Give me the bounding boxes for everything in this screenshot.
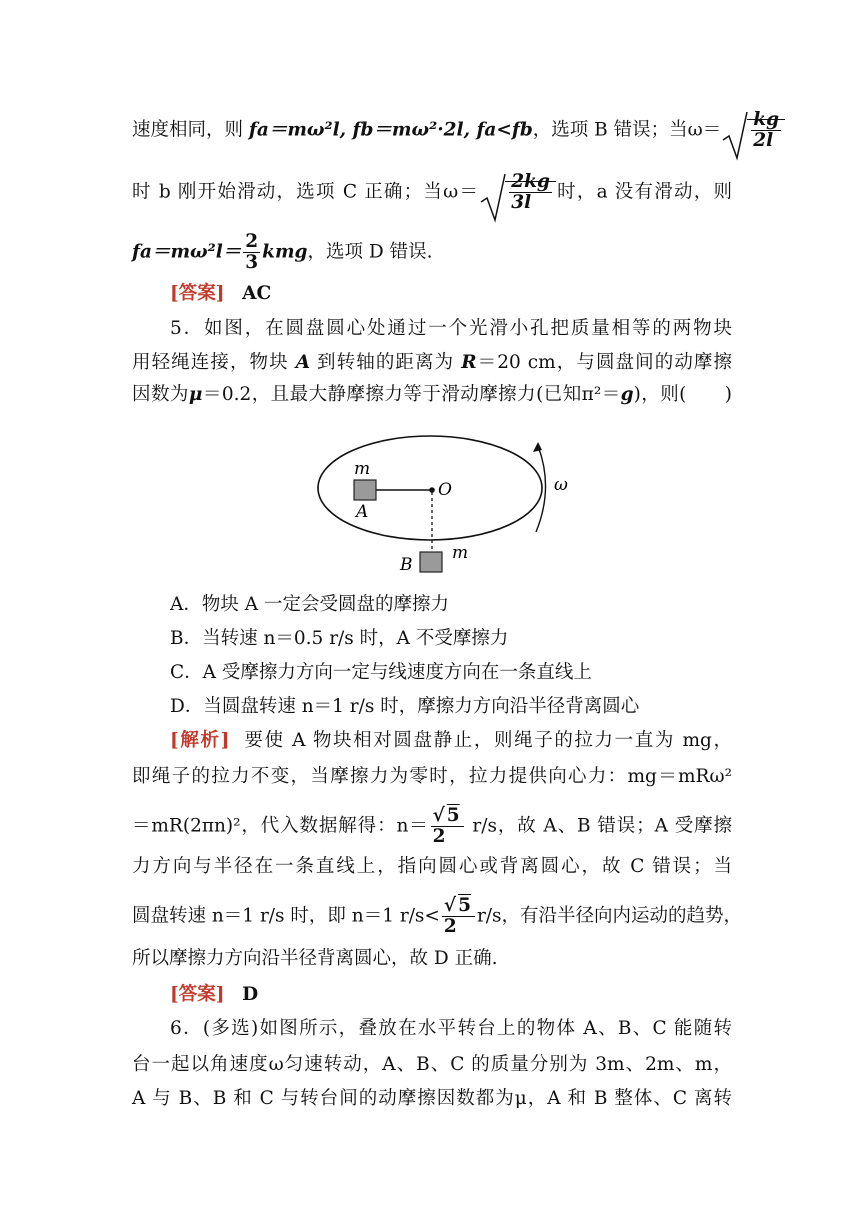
analysis-line: 力方向与半径在一条直线上，指向圆心或背离圆心，故 C 错误；当	[132, 856, 732, 877]
option-d: D．当圆盘转速 n＝1 r/s 时，摩擦力方向沿半径背离圆心	[170, 696, 640, 717]
text-span: ＝0.2，且最大静摩擦力等于滑动摩擦力(已知π²＝	[202, 384, 621, 405]
text-span: 用轻绳连接，物块	[132, 352, 296, 373]
analysis-tag: [解析]	[170, 730, 230, 751]
numerator: 5	[458, 895, 471, 916]
text-span: r/s，有沿半径向内运动的趋势，	[476, 905, 743, 927]
label-o: O	[438, 480, 452, 500]
option-b: B．当转速 n＝0.5 r/s 时，A 不受摩擦力	[170, 628, 509, 649]
fraction-2-3	[243, 232, 260, 273]
text-span: ，选项 B 错误；当ω＝	[532, 119, 722, 141]
text-span: 因数为	[132, 384, 189, 405]
disc-outline	[318, 436, 542, 540]
analysis-line: 即绳子的拉力不变，当摩擦力为零时，拉力提供向心力：mg＝mRω²	[132, 766, 732, 787]
numerator: 2	[245, 231, 259, 252]
text-span: 时，a 没有滑动，则	[555, 181, 732, 203]
sqrt-2kg-over-3l	[479, 172, 556, 213]
denominator: 2	[443, 916, 457, 937]
center-point-o	[429, 487, 435, 493]
analysis-line	[132, 806, 732, 847]
block-b	[420, 552, 442, 572]
text-span: 要使 A 物块相对圆盘静止，则绳子的拉力一直为 mg，	[244, 730, 733, 751]
text-line	[132, 172, 732, 213]
text-span: 时 b 刚开始滑动，选项 C 正确；当ω＝	[132, 181, 480, 203]
text-line	[132, 109, 780, 151]
denominator: 3l	[511, 192, 532, 213]
var: A	[295, 352, 311, 373]
answer-tag: [答案]	[170, 283, 225, 304]
text-span: )，则( )	[633, 384, 732, 405]
fraction-sqrt5-over-2: $\frac{√ 5}{2}$	[442, 896, 475, 937]
denominator: 2l	[753, 130, 774, 151]
analysis-line	[170, 726, 732, 756]
label-a: A	[356, 502, 369, 522]
formula: kmg	[262, 241, 308, 263]
var: g	[620, 384, 634, 405]
text-span: 到转轴的距离为	[310, 352, 462, 373]
formula: fa＝mω²l＝	[132, 241, 242, 263]
formula: fa＝mω²l, fb＝mω²·2l, fa<fb	[248, 119, 533, 141]
label-b: B	[400, 555, 413, 575]
question-line: 5．如图，在圆盘圆心处通过一个光滑小孔把质量相等的两物块	[170, 318, 732, 339]
answer-value: AC	[242, 283, 272, 304]
answer-value: D	[242, 984, 259, 1005]
answer-tag: [答案]	[170, 984, 225, 1005]
var: R	[461, 352, 477, 373]
turntable-diagram	[310, 432, 590, 582]
numerator: 2kg	[511, 171, 550, 192]
question-line	[132, 380, 732, 410]
question-line: A 与 B、B 和 C 与转台间的动摩擦因数都为μ，A 和 B 整体、C 离转	[132, 1088, 732, 1109]
fraction-sqrt5-over-2: $\frac{√ 5}{2}$	[431, 806, 464, 847]
option-a: A．物块 A 一定会受圆盘的摩擦力	[170, 594, 449, 615]
text-span: r/s，故 A、B 错误；A 受摩擦	[465, 815, 732, 837]
text-line	[132, 232, 732, 273]
label-omega: ω	[554, 475, 568, 495]
rotation-arrow	[536, 446, 546, 532]
text-span: ＝20 cm，与圆盘间的动摩擦	[476, 352, 733, 373]
question-line: 6．(多选)如图所示，叠放在水平转台上的物体 A、B、C 能随转	[170, 1018, 732, 1039]
numerator: kg	[753, 109, 780, 130]
answer-line	[170, 279, 732, 309]
text-span: 圆盘转速 n＝1 r/s 时，即 n＝1 r/s<	[132, 905, 440, 927]
analysis-line: 所以摩擦力方向沿半径背离圆心，故 D 正确.	[132, 948, 498, 969]
numerator: 5	[446, 805, 460, 826]
label-m-top: m	[354, 459, 371, 479]
block-a	[354, 480, 376, 500]
answer-line	[170, 980, 732, 1010]
text-span: ，选项 D 错误.	[307, 241, 433, 263]
sqrt-kg-over-2l	[721, 110, 785, 151]
denominator: 2	[432, 826, 446, 847]
text-span: ＝mR(2πn)²，代入数据解得：n＝	[132, 815, 429, 837]
question-line: 台一起以角速度ω匀速转动，A、B、C 的质量分别为 3m、2m、m，	[132, 1054, 732, 1075]
denominator: 3	[245, 252, 259, 273]
text-span: 速度相同，则	[132, 119, 249, 141]
var: μ	[188, 384, 203, 405]
label-m-bottom: m	[452, 543, 469, 563]
question-line	[132, 348, 732, 378]
option-c: C．A 受摩擦力方向一定与线速度方向在一条直线上	[170, 662, 592, 683]
arrow-head	[533, 442, 542, 452]
analysis-line	[132, 895, 743, 937]
